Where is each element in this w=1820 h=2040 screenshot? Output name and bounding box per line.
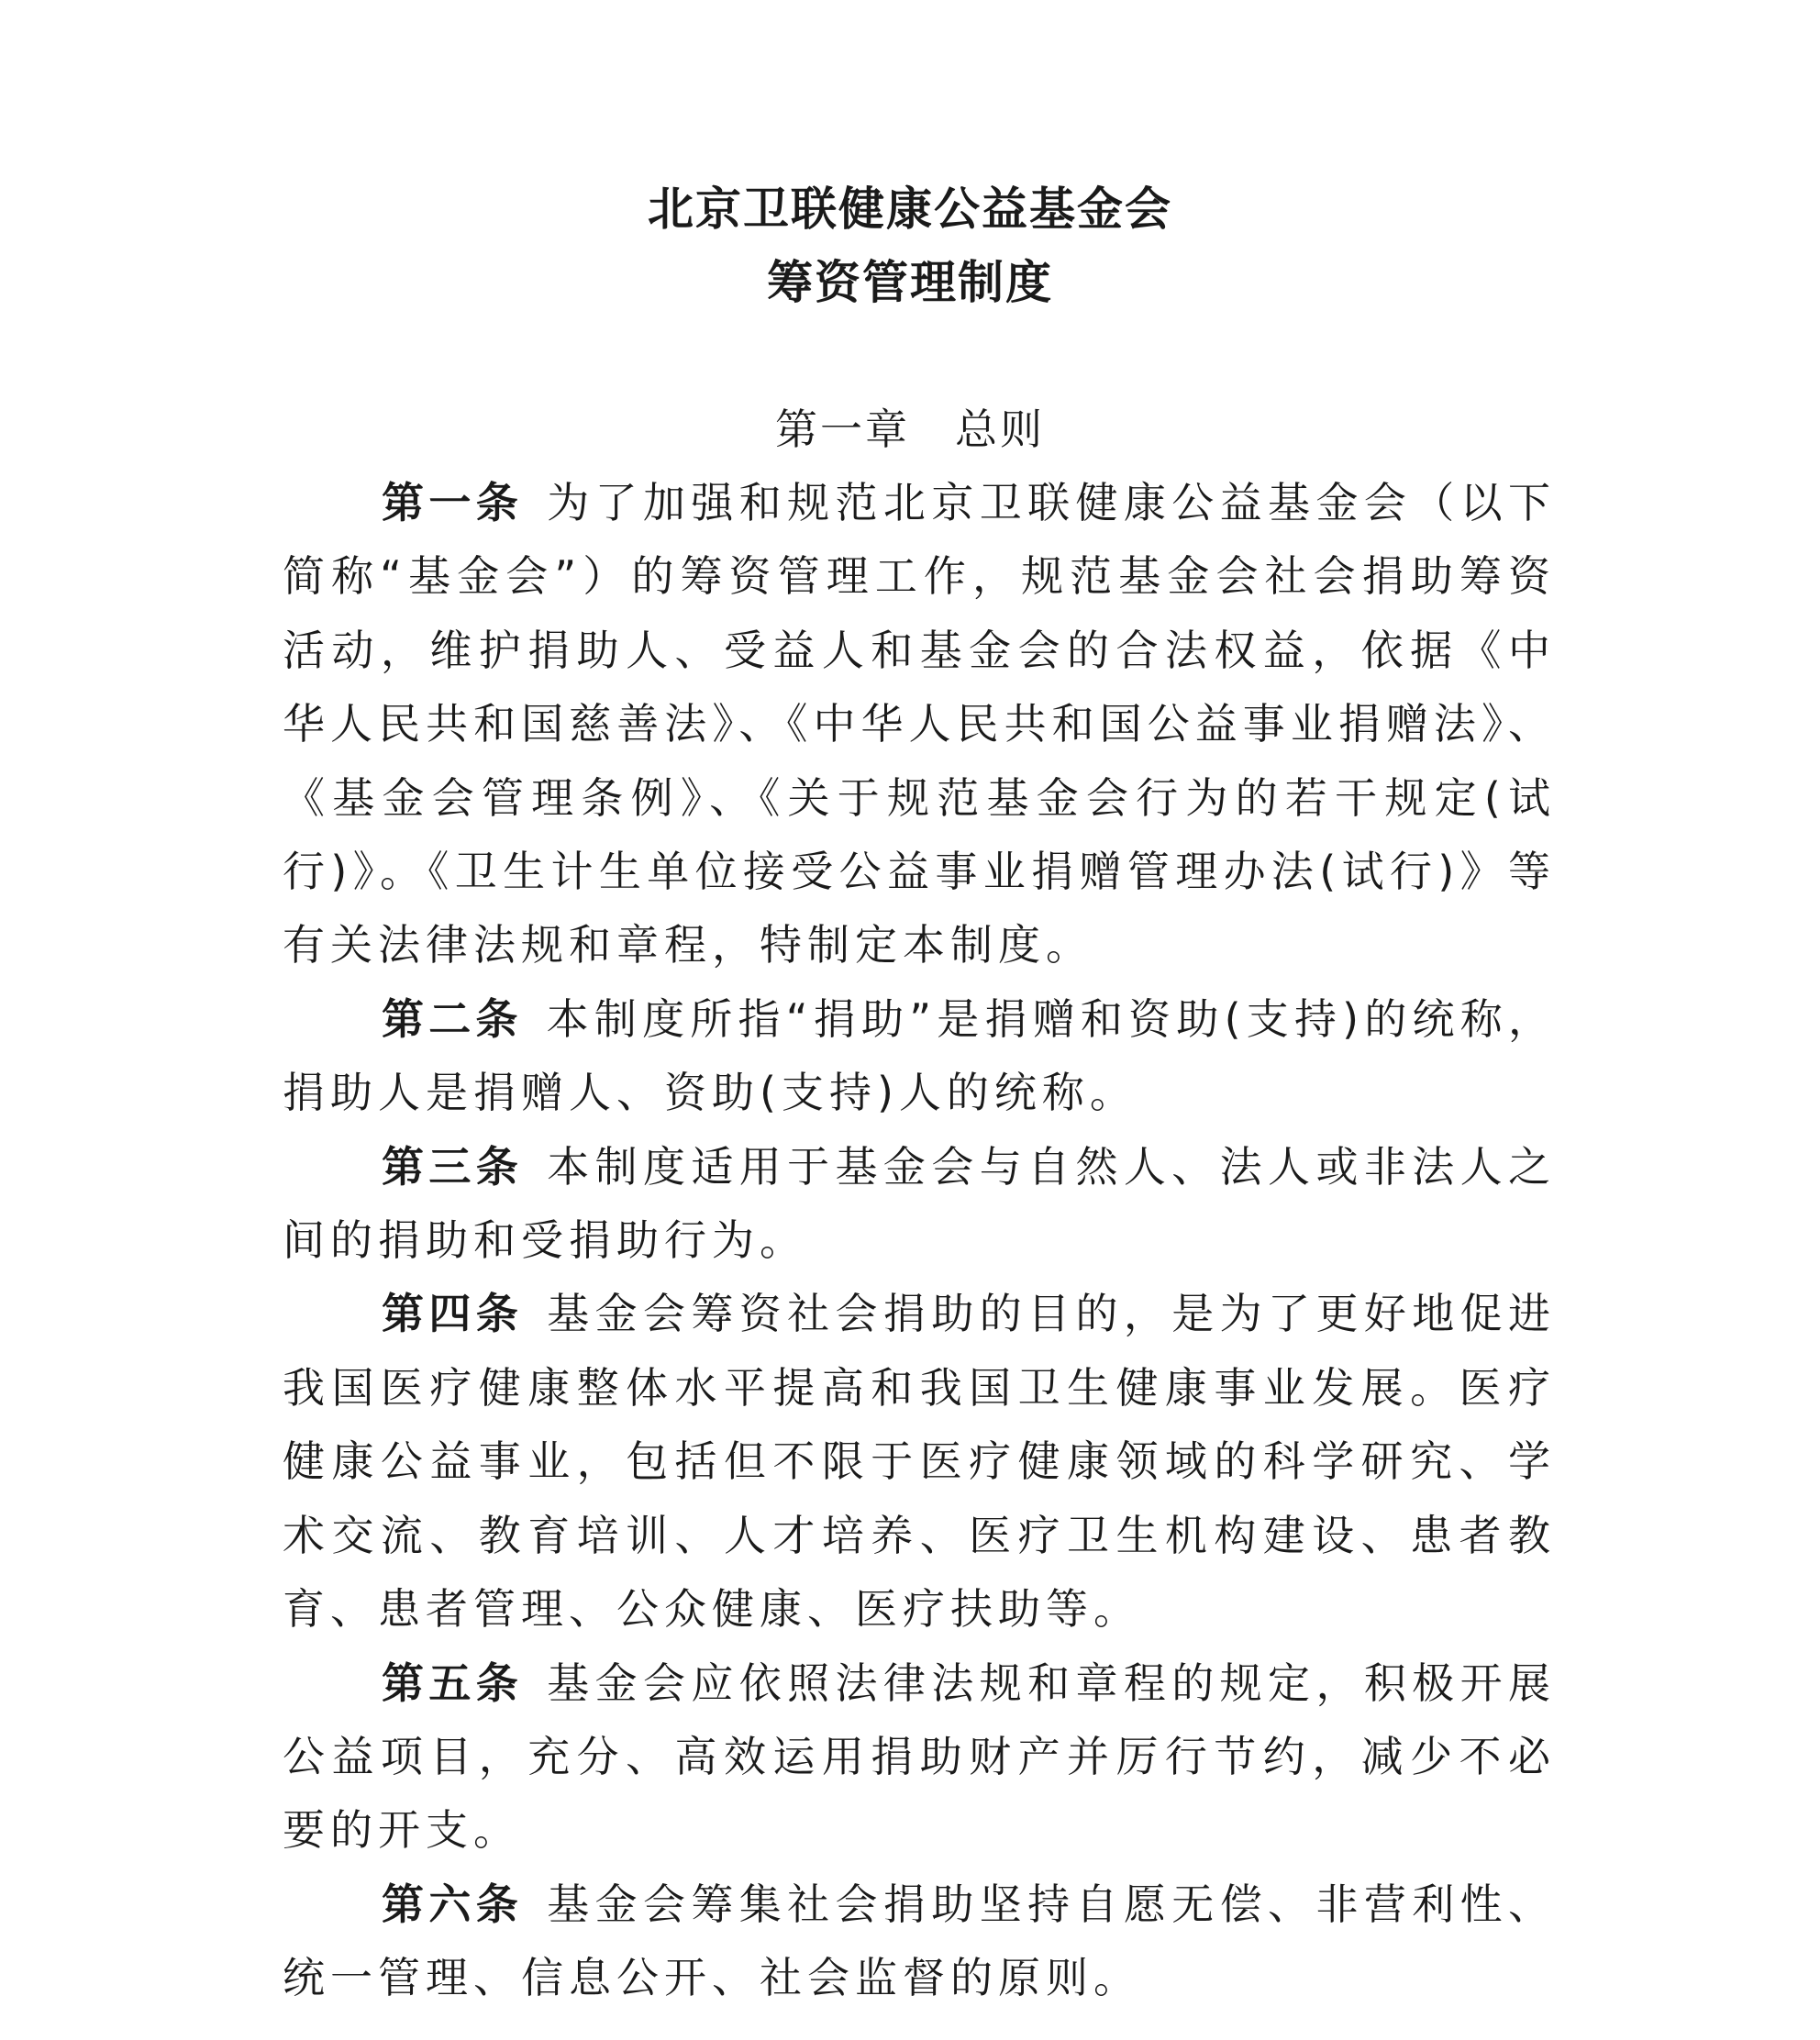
article-text: 基金会筹集社会捐助坚持自愿无偿、非营利性、统一管理、信息公开、社会监督的原则。: [283, 1879, 1557, 2003]
document-title-organization: 北京卫联健康公益基金会: [648, 182, 1172, 236]
article-text: 基金会应依照法律法规和章程的规定，积极开展公益项目，充分、高效运用捐助财产并厉行节约，减少不必要的开支。: [283, 1658, 1557, 1856]
document-title-policy: 筹资管理制度: [767, 255, 1053, 309]
chapter-heading: 第一章 总则: [775, 405, 1045, 454]
article-label: 第六条: [382, 1879, 524, 1929]
article-text: 本制度所指“捐助”是捐赠和资助(支持)的统称，捐助人是捐赠人、资助(支持)人的统称。: [283, 993, 1556, 1118]
article-label: 第五条: [382, 1658, 524, 1708]
article-label: 第二条: [382, 993, 523, 1044]
document-body: [283, 466, 1556, 2015]
article-text: 为了加强和规范北京卫联健康公益基金会（以下简称“基金会”）的筹资管理工作，规范基金会社会捐助筹资活动，维护捐助人、受益人和基金会的合法权益，依据《中华人民共和国慈善法》、《中华人民共和国公益事业捐赠法》、《基金会管理条例》、《关于规范基金会行为的若干规定(试行)》。《卫生计生单位接受公益事业捐赠管理办法(试行)》等有关法律法规和章程，特制定本制度。: [283, 478, 1557, 970]
article-6: [283, 1868, 1556, 2015]
article-text: 基金会筹资社会捐助的目的，是为了更好地促进我国医疗健康整体水平提高和我国卫生健康事业发展。医疗健康公益事业，包括但不限于医疗健康领域的科学研究、学术交流、教育培训、人才培养、医疗卫生机构建设、患者教育、患者管理、公众健康、医疗扶助等。: [283, 1289, 1557, 1635]
article-4: [283, 1277, 1556, 1646]
article-3: [283, 1130, 1556, 1278]
article-label: 第三条: [382, 1141, 524, 1192]
article-1: [283, 466, 1556, 982]
article-text: 本制度适用于基金会与自然人、法人或非法人之间的捐助和受捐助行为。: [283, 1141, 1557, 1266]
article-5: [283, 1646, 1556, 1868]
article-label: 第四条: [382, 1289, 524, 1339]
article-label: 第一条: [382, 478, 524, 527]
article-2: [283, 982, 1556, 1130]
